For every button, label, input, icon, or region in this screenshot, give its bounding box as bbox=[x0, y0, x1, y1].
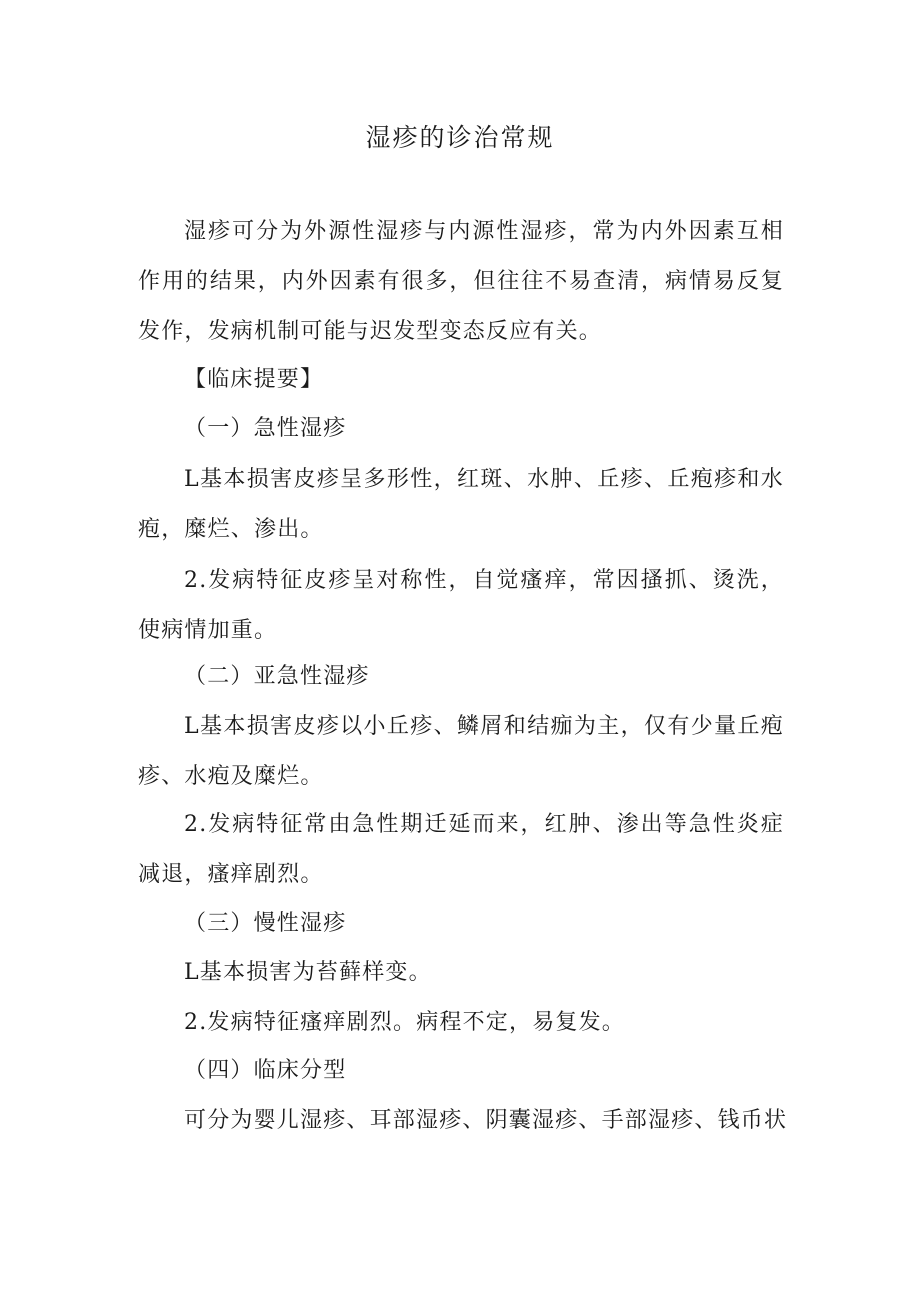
types-text: 可分为婴儿湿疹、耳部湿疹、阴囊湿疹、手部湿疹、钱币状 bbox=[184, 1108, 788, 1133]
types-heading: （四）临床分型 bbox=[184, 1058, 347, 1083]
page-title: 湿疹的诊治常规 bbox=[365, 123, 555, 152]
subacute-item-1: L基本损害皮疹以小丘疹、鳞屑和结痂为主，仅有少量丘疱疹、水疱及糜烂。 bbox=[138, 714, 784, 789]
subacute-heading: （二）亚急性湿疹 bbox=[184, 664, 370, 689]
intro-paragraph: 湿疹可分为外源性湿疹与内源性湿疹，常为内外因素互相作用的结果，内外因素有很多，但往往不易查清，病情易反复发作，发病机制可能与迟发型变态反应有关。 bbox=[138, 219, 784, 344]
acute-item-1: L基本损害皮疹呈多形性，红斑、水肿、丘疹、丘疱疹和水疱，糜烂、渗出。 bbox=[138, 467, 784, 542]
chronic-item-1: L基本损害为苔藓样变。 bbox=[184, 960, 432, 985]
acute-item-2: 2.发病特征皮疹呈对称性，自觉瘙痒，常因搔抓、烫洗，使病情加重。 bbox=[138, 568, 784, 643]
chronic-heading: （三）慢性湿疹 bbox=[184, 911, 347, 936]
clinical-heading: 【临床提要】 bbox=[184, 367, 324, 392]
chronic-item-2: 2.发病特征瘙痒剧烈。病程不定，易复发。 bbox=[184, 1010, 625, 1035]
acute-heading: （一）急性湿疹 bbox=[184, 416, 347, 441]
subacute-item-2: 2.发病特征常由急性期迁延而来，红肿、渗出等急性炎症减退，瘙痒剧烈。 bbox=[138, 812, 784, 887]
